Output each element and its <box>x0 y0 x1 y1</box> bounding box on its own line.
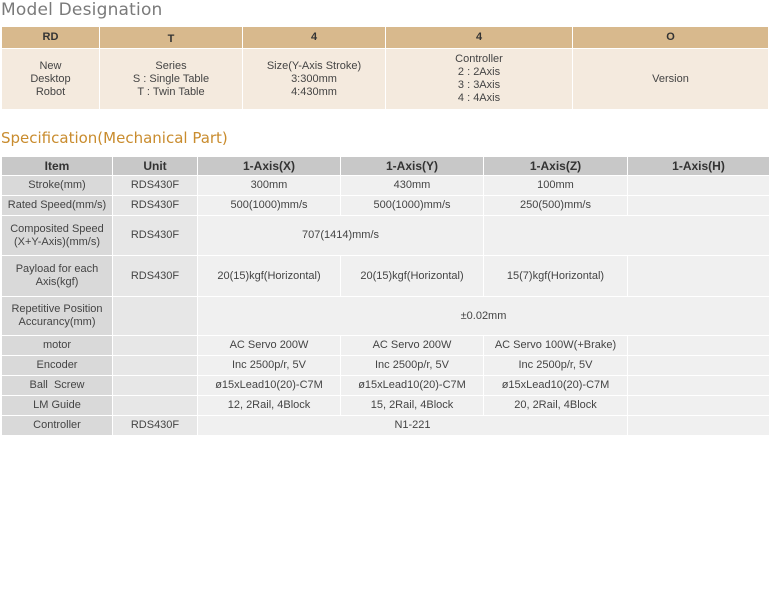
value-cell-h <box>628 376 770 396</box>
model-header-row <box>2 27 769 49</box>
unit-cell <box>113 336 198 356</box>
model-code-version: O <box>573 27 769 49</box>
table-row <box>2 416 770 436</box>
model-desc-version: Version <box>573 49 769 110</box>
model-code-series: T <box>100 27 243 49</box>
value-cell-x: ø15xLead10(20)-C7M <box>198 376 341 396</box>
row-label-motor: motor <box>2 336 113 356</box>
value-cell-all-axes: ±0.02mm <box>198 297 770 336</box>
value-cell-h <box>628 396 770 416</box>
unit-cell: RDS430F <box>113 216 198 256</box>
value-cell-x: Inc 2500p/r, 5V <box>198 356 341 376</box>
value-cell-xy: 707(1414)mm/s <box>198 216 484 256</box>
table-row <box>2 376 770 396</box>
model-desc-robot: New Desktop Robot <box>2 49 100 110</box>
unit-cell: RDS430F <box>113 256 198 297</box>
value-cell-y: 15, 2Rail, 4Block <box>341 396 484 416</box>
unit-cell <box>113 376 198 396</box>
model-designation-table <box>1 26 769 110</box>
unit-cell: RDS430F <box>113 196 198 216</box>
value-cell-h <box>628 196 770 216</box>
model-desc-size: Size(Y-Axis Stroke) 3:300mm 4:430mm <box>243 49 386 110</box>
row-label-composited-speed: Composited Speed (X+Y-Axis)(mm/s) <box>2 216 113 256</box>
row-label-lm-guide: LM Guide <box>2 396 113 416</box>
table-row <box>2 297 770 336</box>
specification-table <box>1 156 770 436</box>
value-cell-z: ø15xLead10(20)-C7M <box>484 376 628 396</box>
model-designation-title: Model Designation <box>1 0 163 20</box>
spec-header-row <box>2 157 770 176</box>
unit-cell: RDS430F <box>113 176 198 196</box>
unit-cell <box>113 356 198 376</box>
value-cell-zh <box>484 216 770 256</box>
table-row <box>2 256 770 297</box>
value-cell-y: ø15xLead10(20)-C7M <box>341 376 484 396</box>
header-axis-h: 1-Axis(H) <box>628 157 770 176</box>
value-cell-h <box>628 176 770 196</box>
row-label-stroke: Stroke(mm) <box>2 176 113 196</box>
value-cell-y: 20(15)kgf(Horizontal) <box>341 256 484 297</box>
value-cell-x: AC Servo 200W <box>198 336 341 356</box>
unit-cell <box>113 396 198 416</box>
model-code-size: 4 <box>243 27 386 49</box>
header-axis-x: 1-Axis(X) <box>198 157 341 176</box>
value-cell-z: 20, 2Rail, 4Block <box>484 396 628 416</box>
unit-cell <box>113 297 198 336</box>
row-label-payload: Payload for each Axis(kgf) <box>2 256 113 297</box>
table-row <box>2 396 770 416</box>
model-description-row <box>2 49 769 110</box>
unit-cell: RDS430F <box>113 416 198 436</box>
specification-title: Specification(Mechanical Part) <box>1 129 228 147</box>
model-desc-series: Series S : Single Table T : Twin Table <box>100 49 243 110</box>
model-desc-controller: Controller 2 : 2Axis 3 : 3Axis 4 : 4Axis <box>386 49 573 110</box>
value-cell-x: 500(1000)mm/s <box>198 196 341 216</box>
row-label-ball-screw: Ball Screw <box>2 376 113 396</box>
value-cell-controller: N1-221 <box>198 416 628 436</box>
value-cell-h <box>628 256 770 297</box>
value-cell-h <box>628 416 770 436</box>
value-cell-z: 15(7)kgf(Horizontal) <box>484 256 628 297</box>
value-cell-z: 250(500)mm/s <box>484 196 628 216</box>
table-row <box>2 336 770 356</box>
table-row <box>2 356 770 376</box>
header-axis-z: 1-Axis(Z) <box>484 157 628 176</box>
value-cell-x: 20(15)kgf(Horizontal) <box>198 256 341 297</box>
value-cell-z: 100mm <box>484 176 628 196</box>
row-label-controller: Controller <box>2 416 113 436</box>
model-code-rd: RD <box>2 27 100 49</box>
header-axis-y: 1-Axis(Y) <box>341 157 484 176</box>
value-cell-h <box>628 336 770 356</box>
table-row <box>2 196 770 216</box>
value-cell-z: Inc 2500p/r, 5V <box>484 356 628 376</box>
header-item: Item <box>2 157 113 176</box>
value-cell-h <box>628 356 770 376</box>
value-cell-y: 430mm <box>341 176 484 196</box>
model-code-controller: 4 <box>386 27 573 49</box>
value-cell-z: AC Servo 100W(+Brake) <box>484 336 628 356</box>
row-label-encoder: Encoder <box>2 356 113 376</box>
value-cell-y: Inc 2500p/r, 5V <box>341 356 484 376</box>
value-cell-x: 12, 2Rail, 4Block <box>198 396 341 416</box>
table-row <box>2 176 770 196</box>
value-cell-x: 300mm <box>198 176 341 196</box>
row-label-repetitive-position: Repetitive Position Accurancy(mm) <box>2 297 113 336</box>
header-unit: Unit <box>113 157 198 176</box>
table-row <box>2 216 770 256</box>
value-cell-y: 500(1000)mm/s <box>341 196 484 216</box>
value-cell-y: AC Servo 200W <box>341 336 484 356</box>
row-label-rated-speed: Rated Speed(mm/s) <box>2 196 113 216</box>
